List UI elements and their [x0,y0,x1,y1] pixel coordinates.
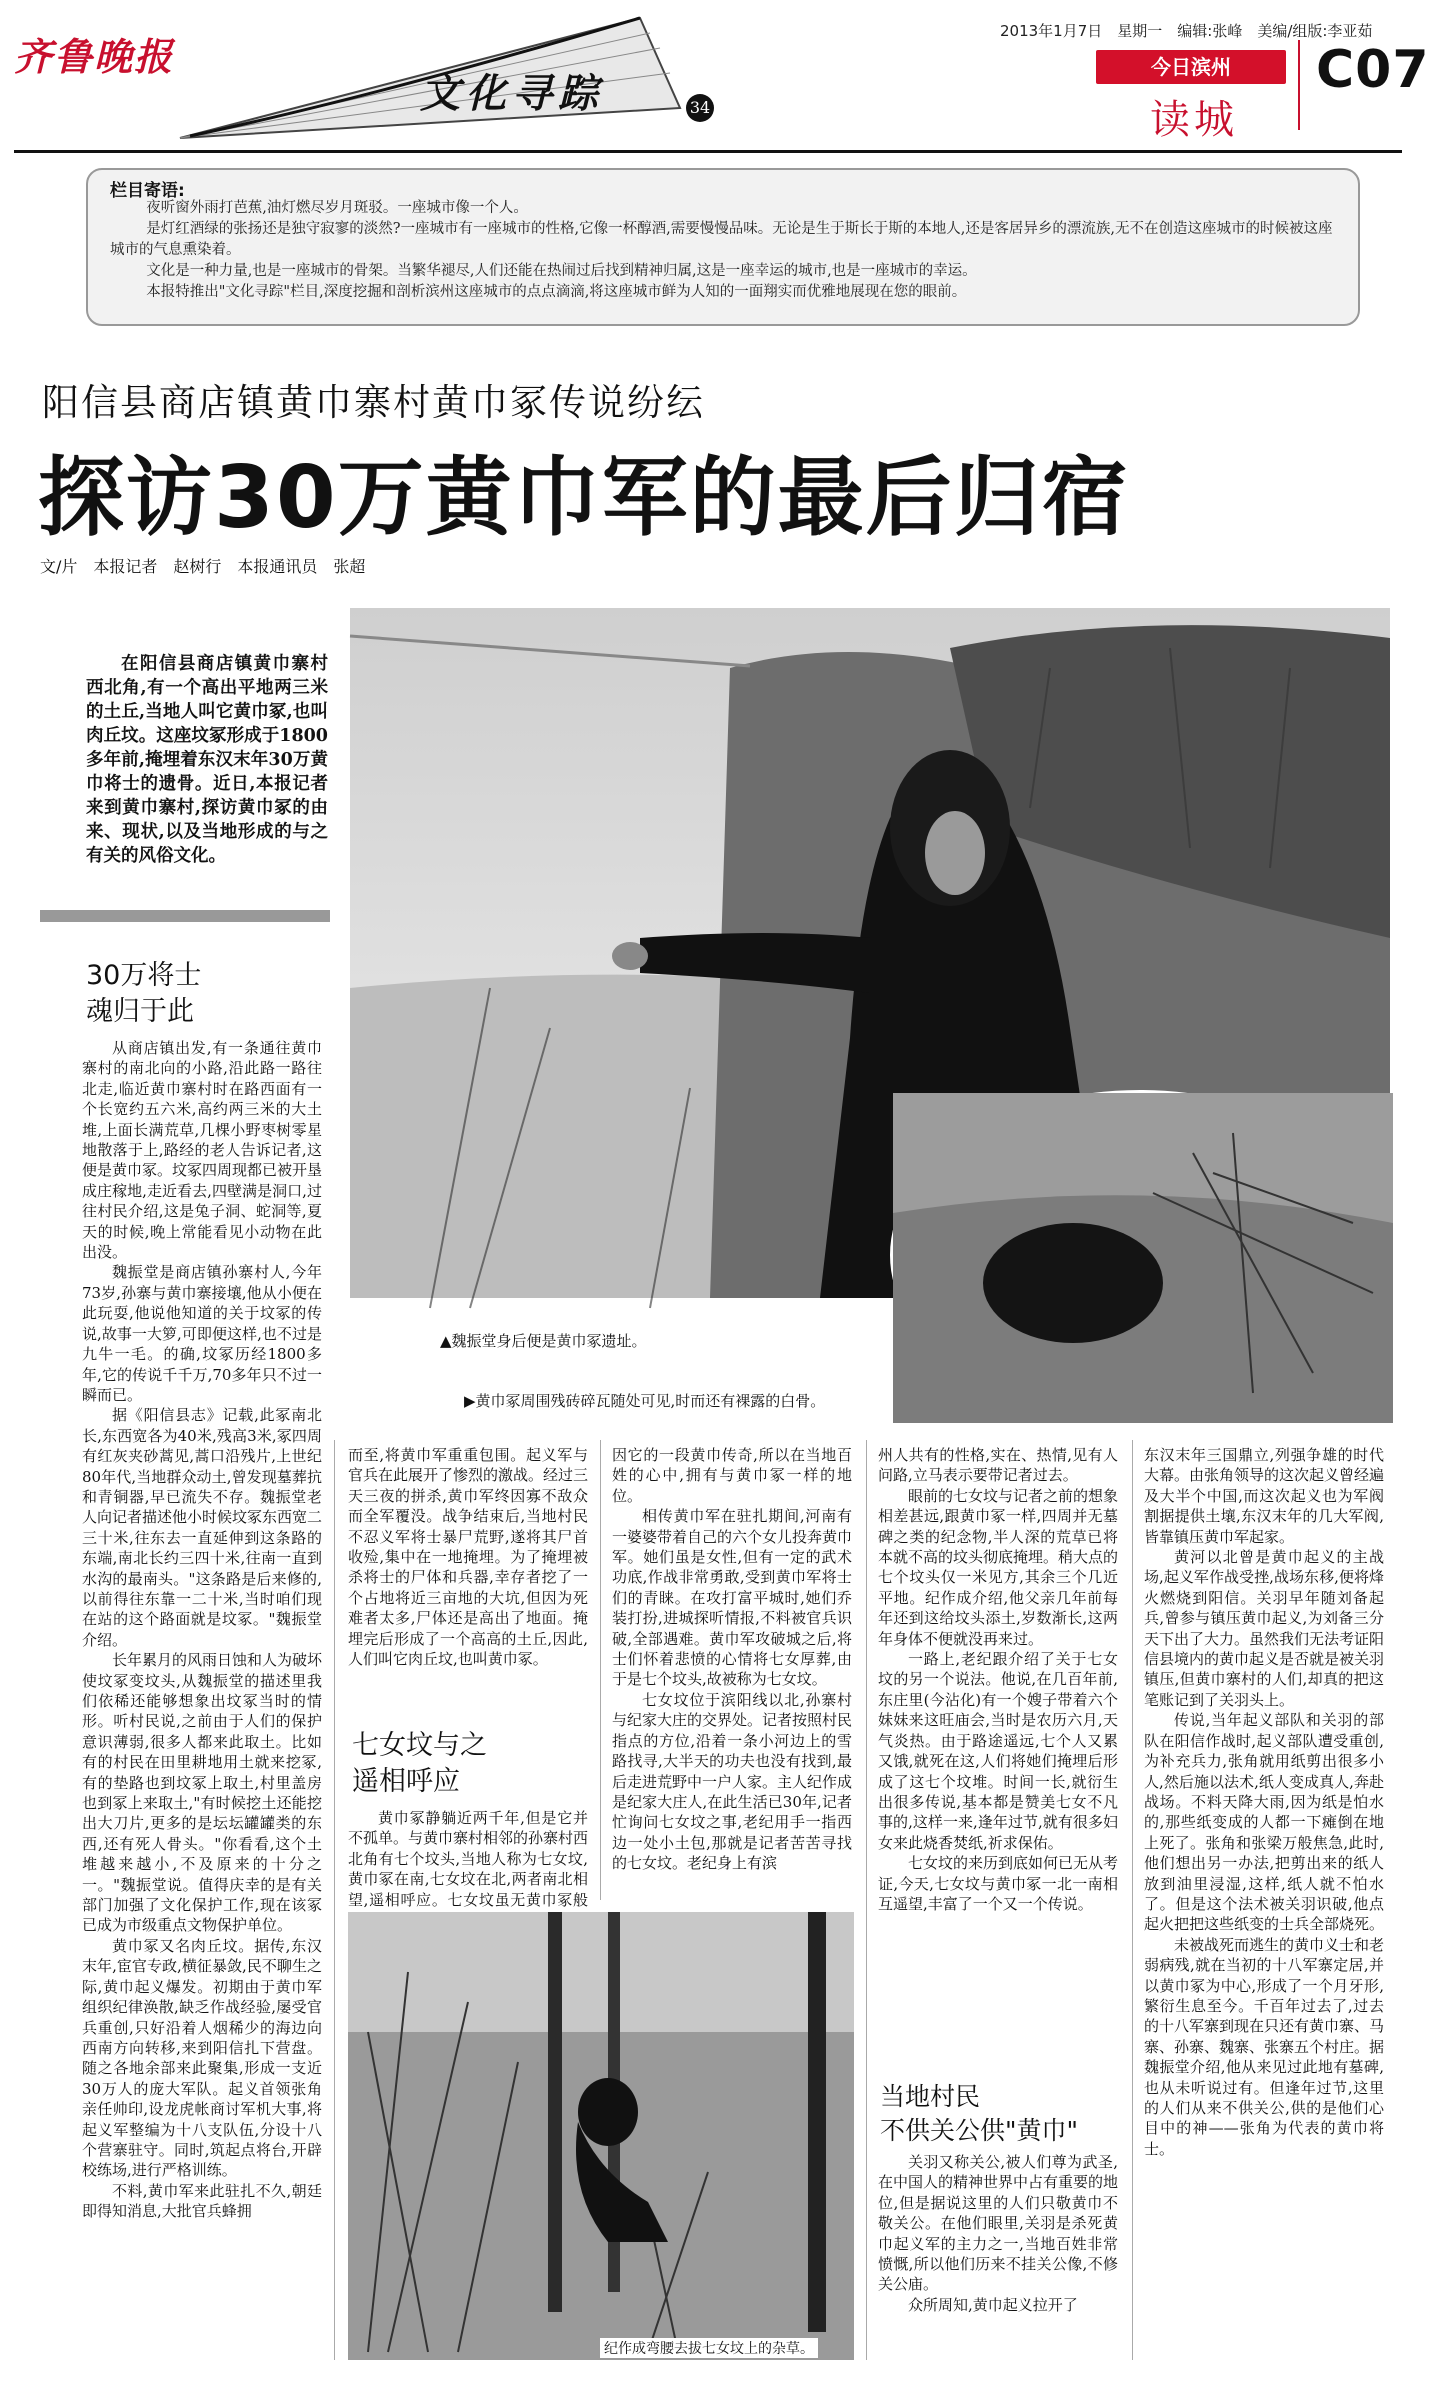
subhead-2: 七女坟与之 遥相呼应 [352,1730,487,1797]
paragraph: 因它的一段黄巾传奇,所以在当地百姓的心中,拥有与黄巾冢一样的地位。 [612,1446,852,1505]
city-badge: 今日滨州 [1096,50,1286,84]
column-4 [878,1445,1118,1914]
column-note-paragraph: 是灯红酒绿的张扬还是独守寂寥的淡然?一座城市有一座城市的性格,它像一杯醇酒,需要慢慢品味。无论是生于斯长于斯的本地人,还是客居异乡的漂流族,无不在创造这座城市的时候被这座城市的气息熏染着。 [110,221,1333,258]
article-lead [86,652,328,868]
paragraph: 从商店镇出发,有一条通往黄巾寨村的南北向的小路,沿此路一路往北走,临近黄巾寨村时在路西面有一个长宽约五六米,高约两三米的大土堆,上面长满荒草,几棵小野枣树零星地散落于上,路经的老人告诉记者,这便是黄巾冢。坟冢四周现都已被开垦成庄稼地,走近看去,四壁满是洞口,过往村民介绍,这是兔子洞、蛇洞等,夏天的时候,晚上常能看见小动物在此出没。 [82,1039,323,1262]
photo-caption: ▶黄巾冢周围残砖碎瓦随处可见,时而还有裸露的白骨。 [464,1392,826,1410]
column-note-paragraph: 本报特推出"文化寻踪"栏目,深度挖掘和剖析滨州这座城市的点点滴滴,将这座城市鲜为人知的一面翔实而优雅地展现在您的眼前。 [146,284,967,300]
paragraph: 众所周知,黄巾起义拉开了 [908,2295,1078,2314]
grave-hole-photo-icon [893,1093,1393,1423]
column-divider [1132,1440,1133,2360]
column-divider [866,1440,867,2360]
paragraph: 关羽又称关公,被人们尊为武圣,在中国人的精神世界中占有重要的地位,但是据说这里的人们只敬黄巾不敬关公。在他们眼里,关羽是杀死黄巾起义军的主力之一,当地百姓非常愤慨,所以他们历来不挂关公像,不修关公庙。 [878,2153,1119,2294]
article-kicker: 阳信县商店镇黄巾寨村黄巾冢传说纷纭 [42,381,705,424]
paragraph: 眼前的七女坟与记者之前的想象相差甚远,跟黄巾冢一样,四周并无墓碑之类的纪念物,半人深的荒草已将本就不高的坟头彻底掩埋。稍大点的七个坟头仅一米见方,其余三个几近平地。纪作成介绍,他父亲几年前每年还到这给坟头添土,岁数渐长,这两年身体不便就没再来过。 [878,1486,1119,1648]
column-divider [600,1440,601,1900]
subhead-1: 30万将士 魂归于此 [86,960,202,1027]
column-1 [82,1038,322,2222]
paragraph: 黄巾冢又名肉丘坟。据传,东汉末年,宦官专政,横征暴敛,民不聊生之际,黄巾起义爆发。初期由于黄巾军组织纪律涣散,缺乏作战经验,屡受官兵重创,只好沿着人烟稀少的海边向西南方向转移,来到阳信扎下营盘。随之各地余部来此聚集,形成一支近30万人的庞大军队。起义首领张角亲任帅印,设龙虎帐商讨军机大事,将起义军整编为十八支队伍,分设十八个营寨驻守。同时,筑起点将台,开辟校练场,进行严格训练。 [82,1936,322,2180]
column-4b [878,2152,1118,2315]
paper-logo: 齐鲁晚报 [14,34,175,79]
paragraph: 据《阳信县志》记载,此冢南北长,东西宽各为40米,残高3米,冢四周有红灰夹砂蒿见,蒿口沿残片,上世纪80年代,当地群众动土,曾发现墓葬抗和青铜器,早已流失不存。魏振堂老人向记者描述他小时候坟冢东西宽二三十米,往东去一直延伸到这条路的东端,南北长约三四十米,往南一直到水沟的最南头。"这条路是后来修的,以前得往东靠一二十米,当时咱们现在站的这个路面就是坟冢。"魏振堂介绍。 [82,1406,323,1649]
paragraph: 而至,将黄巾军重重包围。起义军与官兵在此展开了惨烈的激战。经过三天三夜的拼杀,黄巾军终因寡不敌众而全军覆没。战争结束后,当地村民不忍义军将士暴尸荒野,遂将其尸首收殓,集中在一地掩埋。为了掩埋被杀将士的尸体和兵器,幸存者挖了一个占地将近三亩地的大坑,但因为死难者太多,尸体还是高出了地面。掩埋完后形成了一个高高的土丘,因此,人们叫它肉丘坟,也叫黄巾冢。 [348,1446,589,1669]
paragraph: 一路上,老纪跟介绍了关于七女坟的另一个说法。他说,在几百年前,东庄里(今沾化)有一个嫂子带着六个妹妹来这旺庙会,当时是农历六月,天气炎热。由于路途遥远,七个人又累又饿,就死在这,人们将她们掩埋后形成了这七个坟堆。时间一长,就衍生出很多传说,基本都是赞美七女不凡事的,这样一来,逢年过节,就有很多妇女来此烧香焚纸,祈求保佑。 [878,1650,1118,1852]
column-note-title: 栏目寄语: [110,181,185,201]
series-number-badge: 34 [686,94,714,122]
subhead-3: 当地村民 不供关公供"黄巾" [880,2082,1078,2145]
section-name: 文化寻踪 [420,70,604,117]
paragraph: 七女坟位于滨阳线以北,孙寨村与纪家大庄的交界处。记者按照村民指点的方位,沿着一条小河边上的雪路找寻,大半天的功夫也没有找到,最后走进荒野中一户人家。主人纪作成是纪家大庄人,在此生活已30年,记者忙询问七女坟之事,老纪用手一指西边一处小土包,那就是记者苦苦寻找的七女坟。老纪身上有滨 [612,1690,853,1873]
masthead [0,0,1430,150]
column-3 [612,1445,852,1874]
man-weeding-photo-icon [348,1912,854,2360]
lead-rule [40,910,330,922]
column-2a [348,1445,588,1669]
paragraph: 魏振堂是商店镇孙寨村人,今年73岁,孙寨与黄巾寨接壤,他从小便在此玩耍,他说他知道的关于坟冢的传说,故事一大箩,可即便这样,也不过是九牛一毛。的确,坟冢历经1800多年,它的传说千千万,70多年只不过一瞬而已。 [82,1263,322,1404]
top-rule [14,150,1402,153]
inset-photo [890,1090,1390,1420]
lead-paragraph: 在阳信县商店镇黄巾寨村西北角,有一个高出平地两三米的土丘,当地人叫它黄巾冢,也叫肉丘坟。这座坟冢形成于1800多年前,掩埋着东汉末年30万黄巾将士的遗骨。近日,本报记者来到黄巾寨村,探访黄巾冢的由来、现状,以及当地形成的与之有关的风俗文化。 [86,654,328,866]
paragraph: 东汉末年三国鼎立,列强争雄的时代大幕。由张角领导的这次起义曾经遍及大半个中国,而这次起义也为军阀割据提供土壤,东汉末年的几大军阀,皆靠镇压黄巾军起家。 [1144,1446,1385,1546]
paragraph: 相传黄巾军在驻扎期间,河南有一婆婆带着自己的六个女儿投奔黄巾军。她们虽是女性,但有一定的武术功底,作战非常勇敢,受到黄巾军将士们的青睐。在攻打富平城时,她们乔装打扮,进城探听情报,不料被官兵识破,全部遇难。黄巾军攻破城之后,将士们怀着悲愤的心情将七女厚葬,由于是七个坟头,故被称为七女坟。 [612,1507,853,1689]
page-number: C07 [1316,40,1430,100]
column-divider [334,1440,335,2360]
article-headline: 探访30万黄巾军的最后归宿 [38,448,1130,548]
paragraph: 传说,当年起义部队和关羽的部队在阳信作战时,起义部队遭受重创,为补充兵力,张角就用纸剪出很多小人,然后施以法术,纸人变成真人,奔赴战场。不料天降大雨,因为纸是怕水的,那些纸变成的人都一下瘫倒在地上死了。张角和张梁万般焦急,此时,他们想出另一办法,把剪出来的纸人放到油里浸湿,这样,纸人就不怕水了。但是这个法术被关羽识破,他点起火把把这些纸变的士兵全部烧死。 [1144,1711,1385,1934]
paragraph: 州人共有的性格,实在、热情,见有人问路,立马表示要带记者过去。 [878,1446,1118,1485]
column-5 [1144,1445,1384,2159]
photo-caption: 纪作成弯腰去拔七女坟上的杂草。 [600,2338,818,2358]
column-note-paragraph: 夜听窗外雨打芭蕉,油灯燃尽岁月斑驳。一座城市像一个人。 [146,200,528,216]
photo-caption: ▲魏振堂身后便是黄巾冢遗址。 [440,1332,647,1350]
masthead-divider [1298,40,1300,130]
paragraph: 不料,黄巾军来此驻扎不久,朝廷即得知消息,大批官兵蜂拥 [82,2181,322,2221]
bottom-photo [348,1912,854,2360]
paragraph: 长年累月的风雨日蚀和人为破坏使坟冢变坟头,从魏振堂的描述里我们依稀还能够想象出坟冢当时的情形。听村民说,之前由于人们的保护意识薄弱,很多人都来此取土。比如有的村民在田里耕地用土就来挖冢,有的垫路也到坟冢上取土,村里盖房也到冢上来取土,"有时候挖土还能挖出大刀片,更多的是坛坛罐罐类的东西,还有死人骨头。"你看看,这个土堆越来越小,不及原来的十分之一。"魏振堂说。值得庆幸的是有关部门加强了文化保护工作,现在该冢已成为市级重点文物保护单位。 [82,1651,323,1935]
sub-section-title: 读城 [1150,97,1238,143]
column-note-paragraph: 文化是一种力量,也是一座城市的骨架。当繁华褪尽,人们还能在热闹过后找到精神归属,这是一座幸运的城市,也是一座城市的幸运。 [146,263,977,279]
paragraph: 黄河以北曾是黄巾起义的主战场,起义军作战受挫,战场东移,便将烽火燃烧到阳信。关羽早年随刘备起兵,曾参与镇压黄巾起义,为刘备三分天下出了大力。虽然我们无法考证阳信县境内的黄巾起义是否就是被关羽镇压,但黄巾寨村的人们,却真的把这笔账记到了关羽头上。 [1144,1548,1385,1709]
paragraph: 未被战死而逃生的黄巾义士和老弱病残,就在当初的十八军寨定居,并以黄巾冢为中心,形成了一个月牙形,繁衍生息至今。千百年过去了,过去的十八军寨到现在只还有黄巾寨、马寨、孙寨、魏寨、张寨五个村庄。据魏振堂介绍,他从来见过此地有墓碑,也从未听说过有。但逢年过节,这里的人们从来不供关公,供的是他们心目中的神——张角为代表的黄巾将士。 [1144,1935,1385,2158]
paragraph: 七女坟的来历到底如何已无从考证,今天,七女坟与黄巾冢一北一南相互遥望,丰富了一个又一个传说。 [878,1854,1119,1913]
article-byline: 文/片 本报记者 赵树行 本报通讯员 张超 [40,557,366,576]
paragraph: 黄巾冢静躺近两千年,但是它并不孤单。与黄巾寨村相邻的孙寨村西北角有七个坟头,当地人称为七女坟,黄巾冢在南,七女坟在北,两者南北相望,遥相呼应。七女坟虽无黄巾冢般 [348,1809,589,1909]
issue-meta: 2013年1月7日 星期一 编辑:张峰 美编/组版:李亚茹 [1000,22,1373,40]
